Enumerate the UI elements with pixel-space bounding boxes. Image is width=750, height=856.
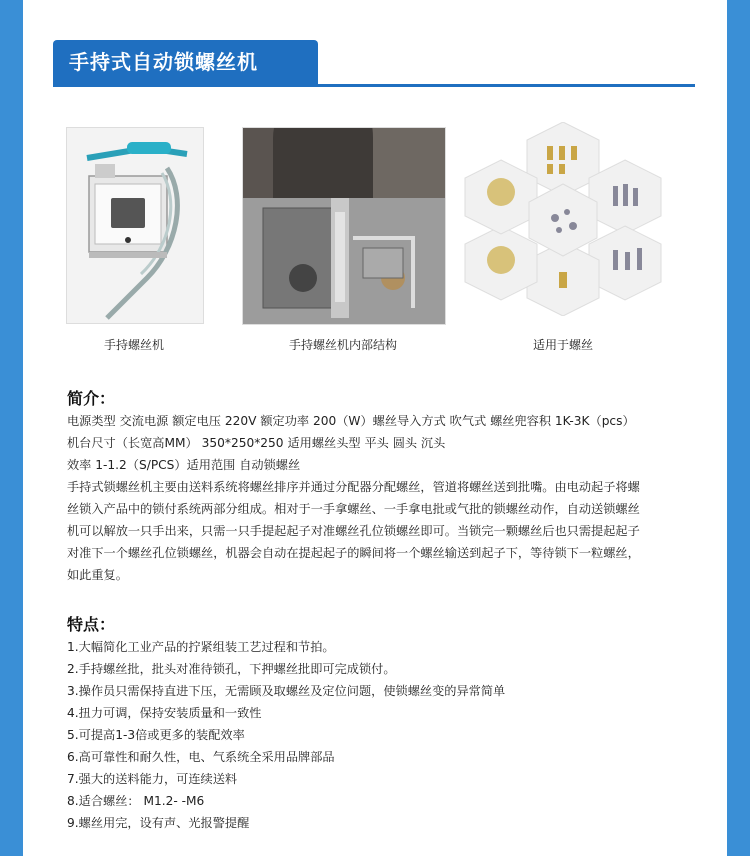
screw-types-collage	[463, 122, 663, 316]
feature-item: 1.大幅简化工业产品的拧紧组装工艺过程和节拍。	[67, 640, 335, 654]
feature-item: 7.强大的送料能力，可连续送料	[67, 772, 238, 786]
feature-item: 8.适合螺丝： M1.2- -M6	[67, 794, 205, 808]
intro-text	[67, 410, 707, 586]
intro-line: 丝锁入产品中的锁付系统两部分组成。相对于一手拿螺丝、一手拿电批或气批的锁螺丝动作，自动送锁螺丝	[67, 502, 640, 516]
feature-item: 9.螺丝用完，设有声、光报警提醒	[67, 816, 250, 830]
feature-item: 2.手持螺丝批，批头对准待锁孔，下押螺丝批即可完成锁付。	[67, 662, 396, 676]
title-underline	[53, 84, 695, 87]
feature-item: 3.操作员只需保持直进下压，无需顾及取螺丝及定位问题，使锁螺丝变的异常简单	[67, 684, 506, 698]
intro-line: 电源类型 交流电源 额定电压 220V 额定功率 200（W）螺丝导入方式 吹气式 螺丝兜容积 1K-3K（pcs）	[67, 414, 635, 428]
intro-heading: 简介：	[67, 389, 116, 408]
features-heading: 特点：	[67, 615, 116, 634]
intro-line: 机台尺寸（长宽高MM） 350*250*250 适用螺丝头型 平头 圆头 沉头	[67, 436, 446, 450]
product-photo-internal	[242, 127, 446, 325]
intro-line: 效率 1-1.2（S/PCS）适用范围 自动锁螺丝	[67, 458, 301, 472]
caption-handheld: 手持螺丝机	[103, 338, 164, 352]
features-list	[67, 636, 707, 834]
product-photo-handheld	[66, 127, 204, 324]
page-sheet	[23, 0, 727, 856]
feature-item: 5.可提高1-3倍或更多的装配效率	[67, 728, 245, 742]
feature-item: 6.高可靠性和耐久性，电、气系统全采用品牌部品	[67, 750, 335, 764]
page-title: 手持式自动锁螺丝机	[53, 40, 318, 84]
feature-item: 4.扭力可调，保持安装质量和一致性	[67, 706, 262, 720]
intro-line: 机可以解放一只手出来，只需一只手提起起子对准螺丝孔位锁螺丝即可。当锁完一颗螺丝后也只需提起起子	[67, 524, 640, 538]
intro-line: 对准下一个螺丝孔位锁螺丝，机器会自动在提起起子的瞬间将一个螺丝输送到起子下，等待锁下一粒螺丝，	[67, 546, 640, 560]
intro-line: 手持式锁螺丝机主要由送料系统将螺丝排序并通过分配器分配螺丝，管道将螺丝送到批嘴。由电动起子将螺	[67, 480, 640, 494]
intro-line: 如此重复。	[67, 568, 128, 582]
caption-screw-types: 适用于螺丝	[532, 338, 593, 352]
caption-internal: 手持螺丝机内部结构	[288, 338, 397, 352]
